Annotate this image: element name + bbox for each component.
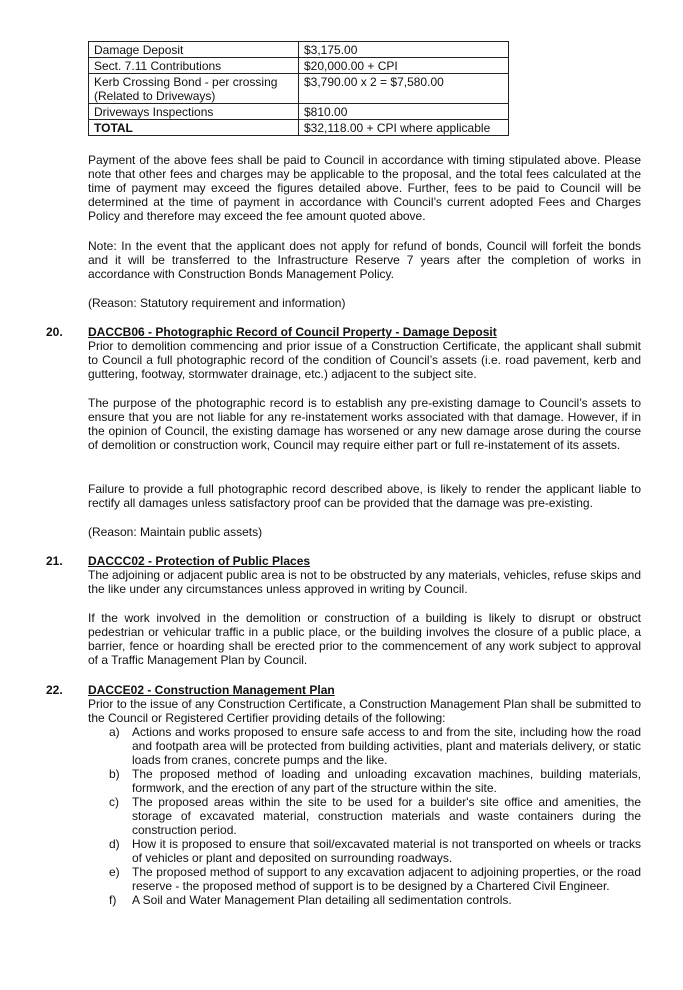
condition-heading: DACCC02 - Protection of Public Places bbox=[88, 554, 311, 568]
fee-amount: $810.00 bbox=[299, 104, 509, 120]
fee-amount: $3,175.00 bbox=[299, 42, 509, 58]
condition-number: 20. bbox=[46, 325, 63, 339]
condition-heading: DACCB06 - Photographic Record of Council Property - Damage Deposit bbox=[88, 325, 497, 339]
list-item-label: b) bbox=[109, 767, 120, 781]
table-total-row bbox=[89, 120, 509, 136]
fee-item: Kerb Crossing Bond - per crossing (Related to Driveways) bbox=[89, 74, 299, 104]
fee-item: Damage Deposit bbox=[89, 42, 299, 58]
list-item-text: Actions and works proposed to ensure safe access to and from the site, including how the road and footpath area will be protected from building activities, plant and materials delivery, or static loads from cranes, concrete pumps and the like. bbox=[132, 725, 641, 767]
condition-number: 22. bbox=[46, 683, 63, 697]
list-item bbox=[88, 865, 641, 893]
fees-table bbox=[88, 41, 509, 136]
list-item bbox=[88, 767, 641, 795]
table-row bbox=[89, 42, 509, 58]
list-item-text: The proposed method of loading and unloading excavation machines, building materials, formwork, and the erection of any part of the structure within the site. bbox=[132, 767, 641, 795]
reason-text: (Reason: Maintain public assets) bbox=[88, 525, 263, 539]
bonds-note-paragraph: Note: In the event that the applicant does not apply for refund of bonds, Council will forfeit the bonds and it will be transferred to the Infrastructure Reserve 7 years after the completion of works in accordance with Construction Bonds Management Policy. bbox=[88, 239, 641, 281]
cmp-requirements-list bbox=[88, 725, 641, 907]
list-item-text: The proposed areas within the site to be used for a builder's site office and amenities, the storage of excavated material, construction materials and waste containers during the construction period. bbox=[132, 795, 641, 837]
list-item-label: c) bbox=[109, 795, 119, 809]
condition-number: 21. bbox=[46, 554, 63, 568]
list-item bbox=[88, 725, 641, 767]
fees-payment-paragraph: Payment of the above fees shall be paid to Council in accordance with timing stipulated above. Please note that other fees and charges may be applicable to the proposal, and the total fees calculated at the time of payment may exceed the figures detailed above. Further, fees to be paid to Council will be determined at the time of payment in accordance with Council’s current adopted Fees and Charges Policy and therefore may exceed the fee amount quoted above. bbox=[88, 153, 641, 223]
condition-paragraph: If the work involved in the demolition or construction of a building is likely to disrupt or obstruct pedestrian or vehicular traffic in a public place, or the building involves the closure of a public place, a barrier, fence or hoarding shall be erected prior to the commencement of any work subject to approval of a Traffic Management Plan by Council. bbox=[88, 611, 641, 667]
fee-amount: $3,790.00 x 2 = $7,580.00 bbox=[299, 74, 509, 104]
table-row bbox=[89, 74, 509, 104]
reason-text: (Reason: Statutory requirement and information) bbox=[88, 296, 346, 310]
list-item bbox=[88, 837, 641, 865]
condition-paragraph: The purpose of the photographic record is to establish any pre-existing damage to Council’s assets to ensure that you are not liable for any re-instatement works associated with that damage. However, if in the opinion of Council, the existing damage has worsened or any new damage arose during the course of demolition or construction work, Council may require either part or full re-instatement of its assets. bbox=[88, 396, 641, 452]
list-item bbox=[88, 893, 641, 907]
total-label: TOTAL bbox=[89, 120, 299, 136]
list-item-label: f) bbox=[109, 893, 117, 907]
condition-paragraph: Prior to demolition commencing and prior issue of a Construction Certificate, the applicant shall submit to Council a full photographic record of the condition of Council’s assets (i.e. road pavement, kerb and guttering, footway, stormwater drainage, etc.) adjacent to the subject site. bbox=[88, 339, 641, 381]
list-item-label: d) bbox=[109, 837, 120, 851]
list-item-label: a) bbox=[109, 725, 120, 739]
list-item-text: How it is proposed to ensure that soil/excavated material is not transported on wheels or tracks of vehicles or plant and deposited on surrounding roadways. bbox=[132, 837, 641, 865]
total-amount: $32,118.00 + CPI where applicable bbox=[299, 120, 509, 136]
list-item-label: e) bbox=[109, 865, 120, 879]
condition-heading: DACCE02 - Construction Management Plan bbox=[88, 683, 335, 697]
fee-item: Driveways Inspections bbox=[89, 104, 299, 120]
list-item-text: The proposed method of support to any excavation adjacent to adjoining properties, or the road reserve - the proposed method of support is to be designed by a Chartered Civil Engineer. bbox=[132, 865, 641, 893]
fee-item: Sect. 7.11 Contributions bbox=[89, 58, 299, 74]
condition-paragraph: The adjoining or adjacent public area is not to be obstructed by any materials, vehicles, refuse skips and the like under any circumstances unless approved in writing by Council. bbox=[88, 568, 641, 596]
fee-amount: $20,000.00 + CPI bbox=[299, 58, 509, 74]
table-row bbox=[89, 104, 509, 120]
list-item bbox=[88, 795, 641, 837]
condition-paragraph: Failure to provide a full photographic record described above, is likely to render the applicant liable to rectify all damages unless satisfactory proof can be provided that the damage was pre-existing. bbox=[88, 482, 641, 510]
table-row bbox=[89, 58, 509, 74]
list-item-text: A Soil and Water Management Plan detailing all sedimentation controls. bbox=[132, 893, 512, 907]
condition-paragraph: Prior to the issue of any Construction Certificate, a Construction Management Plan shall be submitted to the Council or Registered Certifier providing details of the following: bbox=[88, 697, 641, 725]
